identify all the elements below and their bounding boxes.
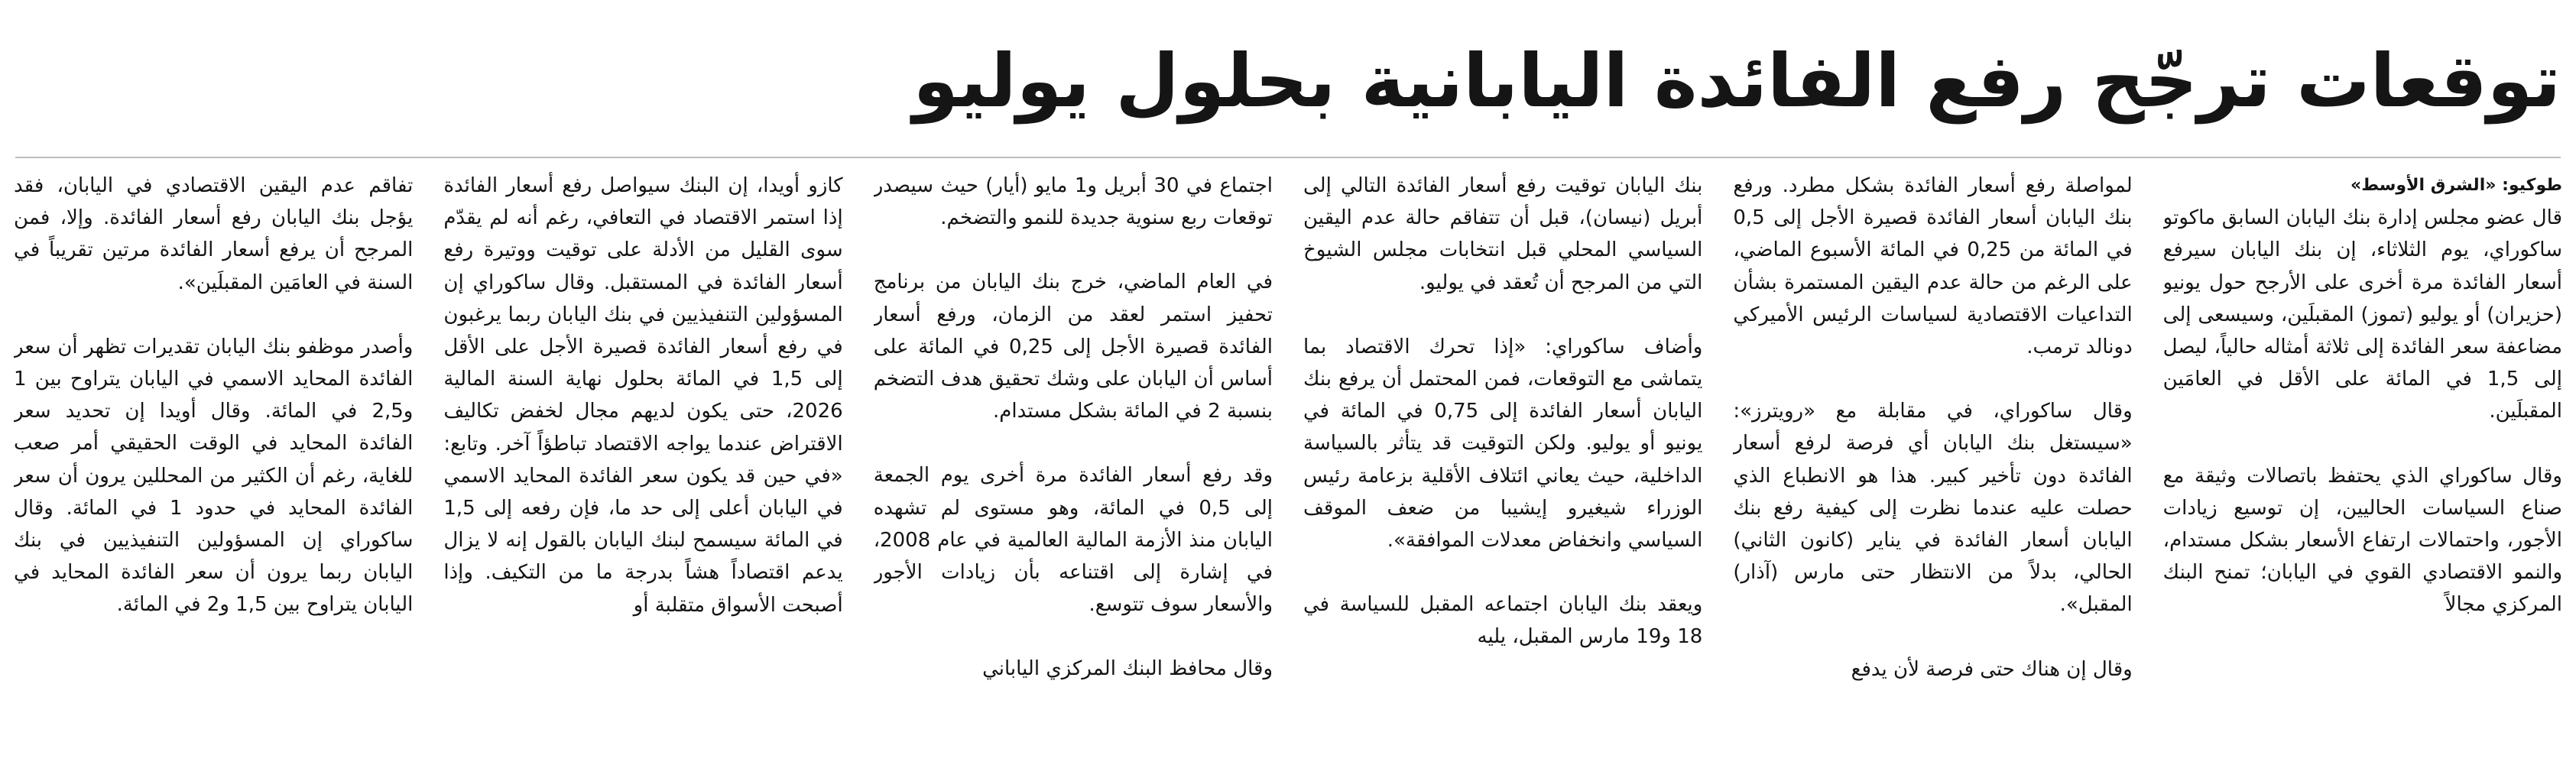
article-column-6 [14, 170, 413, 778]
article-column-3 [1303, 170, 1702, 778]
article-headline: توقعات ترجّح رفع الفائدة اليابانية بحلول يوليو [913, 38, 2561, 124]
article-column-1 [2163, 170, 2562, 778]
paragraph: قال عضو مجلس إدارة بنك اليابان السابق ماكوتو ساكوراي، يوم الثلاثاء، إن بنك اليابان سيرفع أسعار الفائدة مرة أخرى على الأرجح حول يونيو (حزيران) أو يوليو (تموز) المقبلَين، وسيسعى إلى مضاعفة سعر الفائدة إلى ثلاثة أمثاله حالياً، ليصل إلى 1,5 في المائة على الأقل في العامَين المقبلَين. [2162, 206, 2562, 423]
paragraph: وقال ساكوراي الذي يحتفظ باتصالات وثيقة مع صناع السياسات الحاليين، إن توسيع زيادات الأجور، واحتمالات ارتفاع الأسعار بشكل مستدام، والنمو الاقتصادي القوي في اليابان؛ تمنح البنك المركزي مجالاً [2162, 464, 2562, 617]
paragraph: في العام الماضي، خرج بنك اليابان من برنامج تحفيز استمر لعقد من الزمان، ورفع أسعار الفائدة قصيرة الأجل إلى 0,25 في المائة على أساس أن اليابان على وشك تحقيق هدف التضخم بنسبة 2 في المائة بشكل مستدام. [873, 271, 1273, 423]
dateline: طوكيو: «الشرق الأوسط» [2351, 176, 2562, 195]
paragraph: وقال ساكوراي، في مقابلة مع «رويترز»: «سيستغل بنك اليابان أي فرصة لرفع أسعار الفائدة دون تأخير كبير. هذا هو الانطباع الذي حصلت عليه عندما نظرت إلى كيفية رفع بنك اليابان أسعار الفائدة في يناير (كانون الثاني) الحالي، بدلاً من الانتظار حتى مارس (آذار) المقبل». [1733, 400, 2133, 617]
paragraph: وقد رفع أسعار الفائدة مرة أخرى يوم الجمعة إلى 0,5 في المائة، وهو مستوى لم تشهده اليابان منذ الأزمة المالية العالمية في عام 2008، في إشارة إلى اقتناعه بأن زيادات الأجور والأسعار سوف تتوسع. [873, 464, 1273, 617]
paragraph: وأصدر موظفو بنك اليابان تقديرات تظهر أن سعر الفائدة المحايد الاسمي في اليابان يتراوح بين 1 و2,5 في المائة. وقال أويدا إن تحديد سعر الفائدة المحايد في الوقت الحقيقي أمر صعب للغاية، رغم أن الكثير من المحللين يرون أن سعر الفائدة المحايد في حدود 1 في المائة. وقال ساكوراي إن المسؤولين التنفيذيين في بنك اليابان ربما يرون أن سعر الفائدة المحايد في اليابان يتراوح بين 1,5 و2 في المائة. [14, 335, 414, 617]
paragraph: وقال محافظ البنك المركزي الياباني [982, 657, 1273, 681]
paragraph: تفاقم عدم اليقين الاقتصادي في اليابان، فقد يؤجل بنك اليابان رفع أسعار الفائدة. وإلا، فمن المرجح أن يرفع أسعار الفائدة مرتين تقريباً في السنة في العامَين المقبلَين». [14, 174, 414, 294]
article-column-2 [1733, 170, 2132, 778]
paragraph: كازو أويدا، إن البنك سيواصل رفع أسعار الفائدة إذا استمر الاقتصاد في التعافي، رغم أنه لم يقدّم سوى القليل من الأدلة على توقيت ووتيرة رفع أسعار الفائدة في المستقبل. وقال ساكوراي إن المسؤولين التنفيذيين في بنك اليابان ربما يرغبون في رفع أسعار الفائدة قصيرة الأجل على الأقل إلى 1,5 في المائة بحلول نهاية السنة المالية 2026، حتى يكون لديهم مجال لخفض تكاليف الاقتراض عندما يواجه الاقتصاد تباطؤاً آخر. وتابع: «في حين قد يكون سعر الفائدة المحايد الاسمي في اليابان أعلى إلى حد ما، فإن رفعه إلى 1,5 في المائة سيسمح لبنك اليابان بالقول إنه لا يزال يدعم اقتصاداً هشاً بدرجة ما من التكيف. وإذا أصبحت الأسواق متقلبة أو [443, 174, 843, 617]
paragraph: بنك اليابان توقيت رفع أسعار الفائدة التالي إلى أبريل (نيسان)، قبل أن تتفاقم حالة عدم اليقين السياسي المحلي قبل انتخابات مجلس الشيوخ التي من المرجح أن تُعقد في يوليو. [1303, 174, 1703, 294]
paragraph: اجتماع في 30 أبريل و1 مايو (أيار) حيث سيصدر توقعات ربع سنوية جديدة للنمو والتضخم. [873, 174, 1273, 230]
article-body [14, 170, 2562, 778]
paragraph: لمواصلة رفع أسعار الفائدة بشكل مطرد. ورفع بنك اليابان أسعار الفائدة قصيرة الأجل إلى 0,5 في المائة من 0,25 في المائة الأسبوع الماضي، على الرغم من حالة عدم اليقين المستمرة بشأن التداعيات الاقتصادية لسياسات الرئيس الأميركي دونالد ترمب. [1733, 174, 2133, 359]
headline-divider [15, 157, 2561, 158]
paragraph: ويعقد بنك اليابان اجتماعه المقبل للسياسة في 18 و19 مارس المقبل، يليه [1303, 593, 1703, 649]
article-column-4 [874, 170, 1273, 778]
paragraph: وأضاف ساكوراي: «إذا تحرك الاقتصاد بما يتماشى مع التوقعات، فمن المحتمل أن يرفع بنك اليابان أسعار الفائدة إلى 0,75 في المائة في يونيو أو يوليو. ولكن التوقيت قد يتأثر بالسياسة الداخلية، حيث يعاني ائتلاف الأقلية بزعامة رئيس الوزراء شيغيرو إيشيبا من ضعف الموقف السياسي وانخفاض معدلات الموافقة». [1303, 335, 1703, 553]
article-column-5 [443, 170, 842, 778]
paragraph: وقال إن هناك حتى فرصة لأن يدفع [1851, 657, 2133, 681]
